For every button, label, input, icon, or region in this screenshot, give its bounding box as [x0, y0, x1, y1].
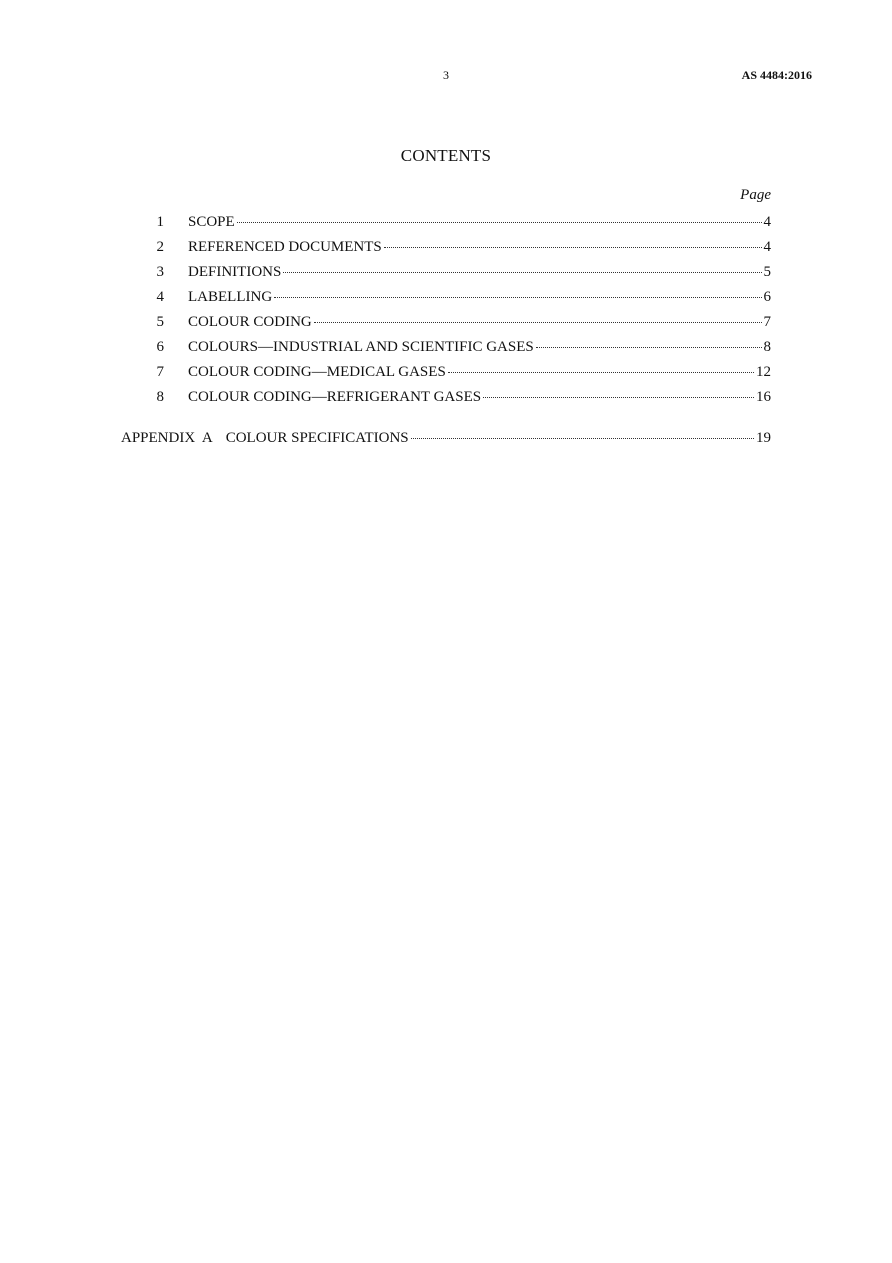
toc-item-page: 4 — [763, 214, 771, 230]
toc-item-title: COLOUR CODING—MEDICAL GASES — [188, 364, 446, 380]
dot-leader — [237, 221, 762, 223]
toc-item-labelling[interactable] — [0, 286, 892, 308]
toc-item-title: COLOUR CODING — [188, 314, 312, 330]
toc-item-industrial-scientific-gases[interactable] — [0, 336, 892, 358]
page-number: 3 — [443, 68, 449, 82]
toc-item-number: 8 — [156, 389, 164, 405]
dot-leader — [283, 271, 761, 273]
toc-item-refrigerant-gases[interactable] — [0, 386, 892, 408]
toc-item-scope[interactable] — [0, 211, 892, 233]
toc-item-page: 5 — [763, 264, 771, 280]
toc-item-page: 8 — [763, 339, 771, 355]
toc-item-page: 7 — [763, 314, 771, 330]
toc-item-definitions[interactable] — [0, 261, 892, 283]
dot-leader — [314, 321, 762, 323]
toc-item-number: 6 — [156, 339, 164, 355]
toc-item-number: 5 — [156, 314, 164, 330]
contents-title: CONTENTS — [400, 146, 492, 165]
toc-item-page: 4 — [763, 239, 771, 255]
toc-item-title: COLOURS—INDUSTRIAL AND SCIENTIFIC GASES — [188, 339, 534, 355]
toc-item-title: REFERENCED DOCUMENTS — [188, 239, 382, 255]
dot-leader — [274, 296, 761, 298]
toc-item-colour-coding[interactable] — [0, 311, 892, 333]
dot-leader — [536, 346, 762, 348]
toc-item-title: SCOPE — [188, 214, 235, 230]
toc-item-number: 7 — [156, 364, 164, 380]
dot-leader — [411, 437, 754, 439]
toc-item-title: LABELLING — [188, 289, 273, 305]
toc-item-medical-gases[interactable] — [0, 361, 892, 383]
toc-item-number: 4 — [156, 289, 164, 305]
toc-item-title: COLOUR CODING—REFRIGERANT GASES — [188, 389, 482, 405]
toc-item-page: 12 — [756, 364, 771, 380]
appendix-title: COLOUR SPECIFICATIONS — [225, 430, 409, 446]
dot-leader — [384, 246, 762, 248]
toc-item-number: 2 — [156, 239, 164, 255]
toc-item-number: 3 — [156, 264, 164, 280]
appendix-page: 19 — [756, 430, 771, 446]
toc-item-number: 1 — [156, 214, 164, 230]
dot-leader — [483, 396, 754, 398]
toc-item-page: 6 — [763, 289, 771, 305]
appendix-label: APPENDIX A — [121, 430, 213, 446]
toc-item-title: DEFINITIONS — [188, 264, 282, 280]
toc-item-appendix-a[interactable] — [0, 427, 892, 449]
toc-item-page: 16 — [756, 389, 771, 405]
document-id: AS 4484:2016 — [741, 68, 812, 82]
toc-item-referenced-documents[interactable] — [0, 236, 892, 258]
page-column-label: Page — [740, 187, 771, 203]
dot-leader — [448, 371, 754, 373]
